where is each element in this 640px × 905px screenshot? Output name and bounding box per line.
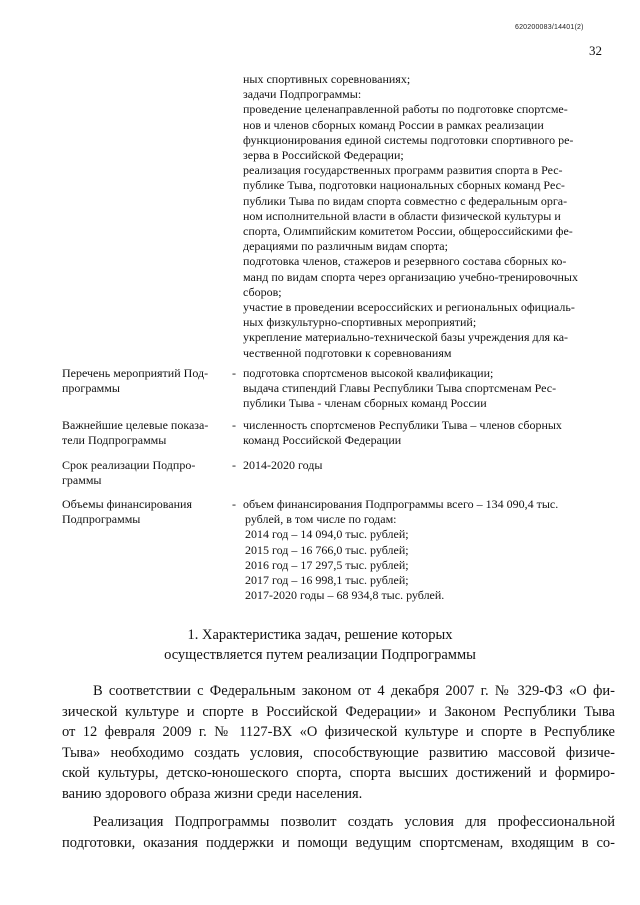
row-label-line: Объемы финансирования [62,497,192,511]
row-value-line: выдача стипендий Главы Республики Тыва спортсменам Рес- [243,381,557,396]
row-value-line: команд Российской Федерации [243,433,402,448]
paragraph-line: ванию здорового образа жизни среди населения. [62,785,363,802]
page-number: 32 [589,43,602,58]
paragraph-line: от 12 февраля 2009 г. № 1127-ВХ «О физической культуре и спорте в Республике [62,724,615,740]
paragraph-line: ской культуры, детско-юношеского спорта, спорта высших достижений и формиро- [62,765,615,781]
text-line: проведение целенаправленной работы по подготовке спортсме- [243,102,568,117]
row-value-line: 2017-2020 годы – 68 934,8 тыс. рублей. [245,588,445,603]
text-line: задачи Подпрограммы: [243,87,362,102]
row-label [62,366,222,396]
paragraph-line: Тыва» необходимо создать условия, способствующие развитию массовой физиче- [62,744,615,761]
row-value [243,366,618,412]
row-value-line: объем финансирования Подпрограммы всего – 134 090,4 тыс. [243,497,559,511]
section-heading-line: 1. Характеристика задач, решение которых [187,627,453,643]
row-label-line: программы [62,381,120,396]
body-text [62,681,615,861]
text-line: спорта, Олимпийским комитетом России, общероссийскими фе- [243,224,573,239]
paragraph-line: подготовки, оказания поддержки и помощи ведущим спортсменам, входящим в со- [62,834,615,851]
text-line: ных физкультурно-спортивных мероприятий; [243,315,477,330]
row-label-line: граммы [62,473,102,488]
row-value-line: подготовка спортсменов высокой квалификации; [243,366,494,380]
paragraph-line: В соответствии с Федеральным законом от 4 декабря 2007 г. № 329-ФЗ «О фи- [93,683,615,699]
row-label-line: Перечень мероприятий Под- [62,366,209,380]
row-label-line: тели Подпрограммы [62,433,167,448]
section-heading [0,625,640,665]
text-line: участие в проведении всероссийских и региональных официаль- [243,300,575,315]
row-value-line: 2016 год – 17 297,5 тыс. рублей; [245,557,409,572]
text-line: ных спортивных соревнованиях; [243,72,411,86]
text-line: манд по видам спорта через организацию учебно-тренировочных [243,269,578,284]
row-label [62,418,222,448]
row-value-line: 2017 год – 16 998,1 тыс. рублей; [245,573,409,588]
paragraph [62,812,615,853]
row-value-line: 2015 год – 16 766,0 тыс. рублей; [245,542,409,557]
text-line: подготовка членов, стажеров и резервного состава сборных ко- [243,254,567,269]
text-line: реализация государственных программ развития спорта в Рес- [243,163,563,178]
row-label [62,497,222,527]
row-dash: - [232,458,236,472]
row-label [62,458,222,488]
text-line: дерациями по различным видам спорта; [243,239,448,254]
text-line: сборов; [243,284,282,299]
row-value-line: рублей, в том числе по годам: [245,512,397,527]
section-heading-line: осуществляется путем реализации Подпрограммы [164,647,476,663]
row-dash: - [232,366,236,380]
row-label-line: Срок реализации Подпро- [62,458,196,472]
text-line: функционирования единой системы подготовки спортивного ре- [243,132,574,147]
text-line: зерва в Российской Федерации; [243,148,404,163]
text-line: нов и членов сборных команд России в рамках реализации [243,117,544,132]
paragraph-line: зической культуре и спорте в Российской Федерации» и Законом Республики Тыва [62,703,615,720]
text-line: публике Тыва, подготовки национальных сборных команд Рес- [243,178,565,193]
paragraph-line: Реализация Подпрограммы позволит создать условия для профессиональной [93,814,615,830]
text-line: чественной подготовки к соревнованиям [243,345,452,360]
row-label-line: Важнейшие целевые показа- [62,418,209,432]
document-id: 620200083/14401(2) [515,24,584,31]
row-value [243,497,618,603]
text-line: публики Тыва по видам спорта совместно с федеральным орга- [243,193,568,208]
row-value [243,458,618,473]
row-dash: - [232,418,236,432]
text-line: укрепление материально-технической базы учреждения для ка- [243,330,569,345]
subprogram-goals-block [243,72,615,361]
row-value-line: публики Тыва - членам сборных команд России [243,396,487,411]
row-label-line: Подпрограммы [62,512,141,527]
row-value-line: 2014-2020 годы [243,458,323,472]
text-line: ном исполнительной власти в области физической культуры и [243,208,561,223]
row-dash: - [232,497,236,511]
paragraph [62,681,615,804]
row-value-line: численность спортсменов Республики Тыва – членов сборных [243,418,562,432]
row-value-line: 2014 год – 14 094,0 тыс. рублей; [245,527,409,542]
row-value [243,418,618,448]
